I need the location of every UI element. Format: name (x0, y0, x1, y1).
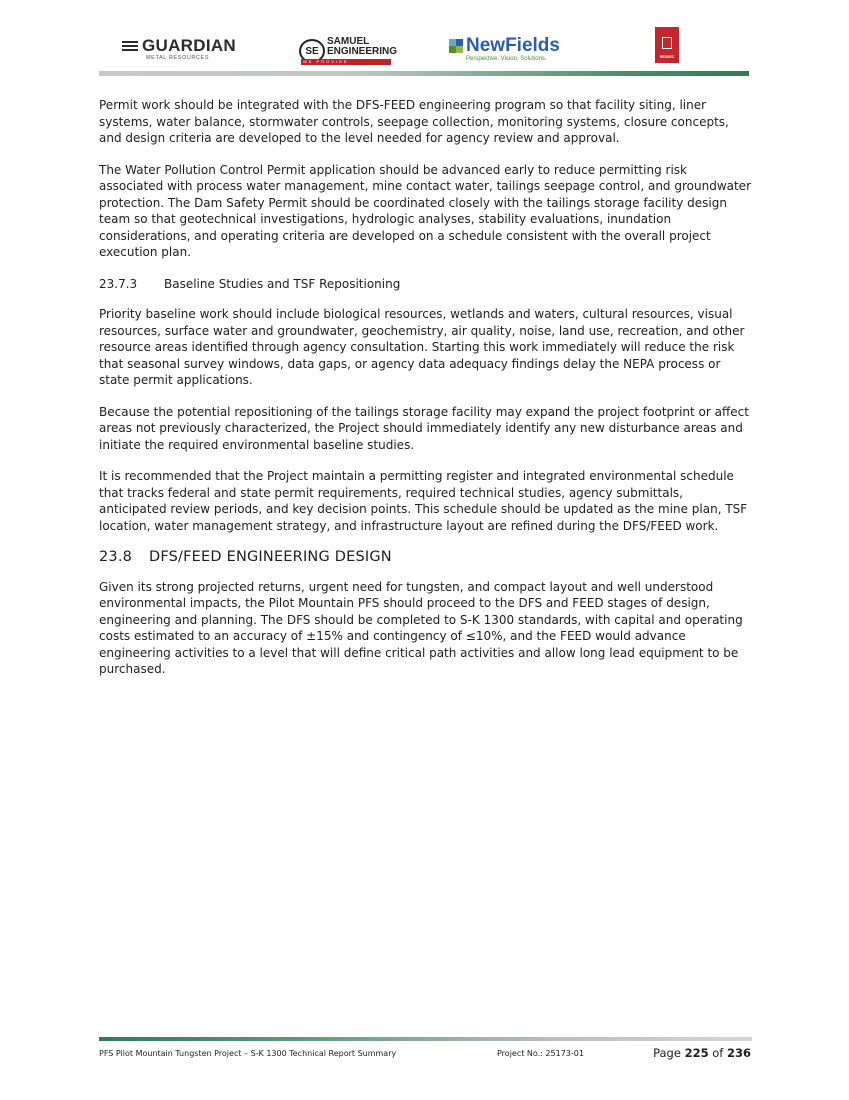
section-number: 23.8 (99, 549, 133, 565)
page-footer (99, 1047, 751, 1061)
newfields-logo (449, 37, 560, 62)
ressec-logo (655, 27, 679, 63)
paragraph: It is recommended that the Project maintain a permitting register and integrated environmental schedule that tracks federal and state permit requirements, required technical studies, agency submittals, anticipated review periods, and key decision points. This schedule should be updated as the mine plan, TSF location, water management strategy, and infrastructure layout are refined during the DFS/FEED work. (99, 469, 748, 533)
footer-project-number: Project No.: 25173-01 (497, 1049, 584, 1058)
newfields-logo-tagline: Perspective. Vision. Solutions. (466, 56, 547, 62)
subsection-heading (99, 276, 751, 293)
section-title: DFS/FEED ENGINEERING DESIGN (149, 549, 392, 565)
footer-report-title: PFS Pilot Mountain Tungsten Project – S-K 1300 Technical Report Summary (99, 1049, 397, 1058)
footer-rule (99, 1037, 752, 1041)
samuel-logo-line1: SAMUEL (327, 36, 370, 47)
ressec-mark-icon (662, 37, 672, 49)
page-word: Page (653, 1046, 681, 1060)
page-body (99, 97, 751, 693)
paragraph: Given its strong projected returns, urgent need for tungsten, and compact layout and well understood environmental impacts, the Pilot Mountain PFS should proceed to the DFS and FEED stages of design, engineering and planning. The DFS should be completed to S-K 1300 standards, with capital and operating costs estimated to an accuracy of ±15% and contingency of ≤10%, and the FEED would advance engineering activities to a level that will define critical path activities and allow long lead equipment to be purchased. (99, 579, 743, 676)
subsection-number: 23.7.3 (99, 276, 138, 291)
paragraph: Because the potential repositioning of the tailings storage facility may expand the project footprint or affect areas not previously characterized, the Project should immediately identify any new disturbance areas and initiate the required environmental baseline studies. (99, 404, 749, 452)
guardian-logo-sub: METAL RESOURCES (146, 55, 210, 61)
guardian-logo-name: GUARDIAN (142, 36, 237, 55)
page-total: 236 (726, 1046, 751, 1060)
samuel-engineering-logo (299, 36, 398, 70)
section-heading (99, 549, 751, 566)
menu-bars-icon (122, 39, 138, 53)
page-current: 225 (684, 1046, 709, 1060)
paragraph: The Water Pollution Control Permit application should be advanced early to reduce permitting risk associated with process water management, mine contact water, tailings seepage control, and groundwater protection. The Dam Safety Permit should be coordinated closely with the tailings storage facility design team so that geotechnical investigations, hydrologic analyses, stability evaluations, inundation considerations, and operating criteria are developed on a schedule consistent with the overall project execution plan. (99, 162, 752, 259)
ressec-logo-name: RESSEC (659, 55, 675, 59)
page-number (653, 1046, 751, 1060)
se-badge-icon: SE (299, 39, 325, 63)
samuel-logo-line2: ENGINEERING (327, 46, 398, 57)
paragraph: Priority baseline work should include biological resources, wetlands and waters, cultural resources, visual resources, surface water and groundwater, geochemistry, air quality, noise, land use, recreation, and other resource areas identified through agency consultation. Starting this work immediately will reduce the risk that seasonal survey windows, data gaps, or agency data adequacy findings delay the NEPA process or state permit applications. (99, 307, 745, 387)
page-of: of (712, 1046, 724, 1060)
subsection-title: Baseline Studies and TSF Repositioning (164, 276, 401, 291)
samuel-logo-tagline: WE PROVIDE SOLUTIONS (301, 59, 391, 65)
header-rule (99, 71, 749, 76)
newfields-logo-name: NewFields (466, 35, 560, 56)
paragraph: Permit work should be integrated with the DFS-FEED engineering program so that facility siting, liner systems, water balance, stormwater controls, seepage collection, monitoring systems, closure concepts, and design criteria are developed to the level needed for agency review and approval. (99, 98, 729, 145)
guardian-logo (122, 36, 236, 61)
newfields-squares-icon (449, 39, 463, 53)
